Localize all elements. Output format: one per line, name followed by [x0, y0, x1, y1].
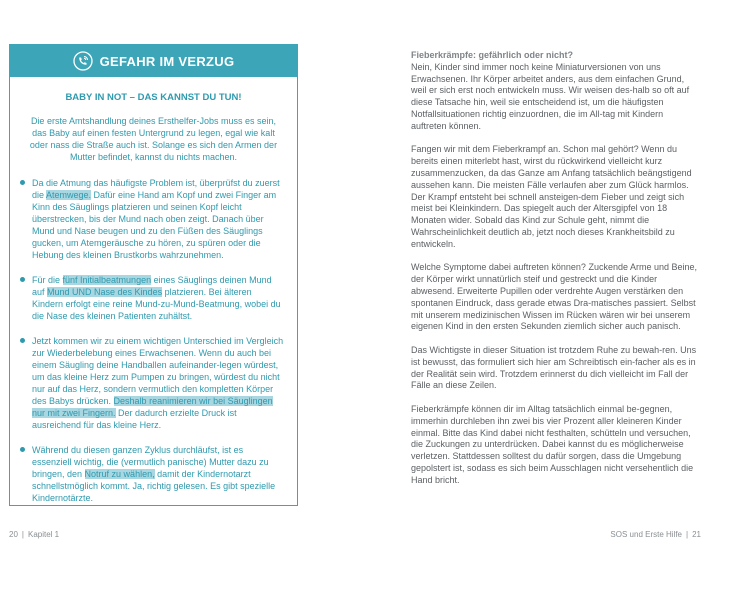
page-number: 21: [692, 530, 701, 539]
bullet-icon: [20, 447, 25, 452]
item-text: damit der Kindernotarzt schnellstmöglich kommt. Ja, richtig gelesen. Es gibt spezielle Kindernotärzte.: [32, 469, 276, 503]
item-text: Da die Atmung das häufigste Problem ist, überprüfst du zuerst die: [32, 178, 280, 200]
box-intro: Die erste Amtshandlung deines Ersthelfer-Jobs muss es sein, das Baby auf einen festen Untergrund zu legen, egal wie kalt oder nass die Straße auch ist. Solange es sich den Armen der Mutter befindet, kannst du nichts machen.: [29, 116, 278, 162]
paragraph: Das Wichtigste in dieser Situation ist trotzdem Ruhe zu bewah-ren. Uns ist bewusst, das formuliert sich hier am Schreibtisch ein-facher als es in der Realität sein wird. Trotzdem erinnerst du dich vielleicht im Fall der Fälle an diese Zeilen.: [411, 344, 697, 391]
footer-separator: |: [21, 530, 24, 539]
item-text: Für die: [32, 275, 63, 285]
box-header: [10, 45, 297, 77]
footer-left: [9, 530, 59, 539]
paragraph: Welche Symptome dabei auftreten können? Zuckende Arme und Beine, der Körper wirkt unnatürlich steif und gestreckt und die Kinder abwesend. Erweiterte Pupillen oder verdrehte Augen verstärken den spontanen Eindruck, dass gerade etwas Dra-matisches passiert. Selbst mit unserem medizinischen Wissen im Rücken wären wir bei unserem eigenen Kind in den ersten Sekunden ziemlich sicher auch panisch.: [411, 262, 698, 332]
item-text: platzieren. Bei älteren Kindern erfolgt eine reine Mund-zu-Mund-Beatmung, wobei du die Nase des kleinen Patienten zuhältst.: [32, 287, 281, 321]
highlight: Deshalb reanimieren wir bei Säuglingen nur mit zwei Fingern.: [32, 396, 273, 418]
paragraph: Nein, Kinder sind immer noch keine Miniaturversionen von uns Erwachsenen. Ihr Körper arbeitet anders, aus dem einfachen Grund, weil er sich erst noch entwickeln muss. Wir weisen des-halb so oft auf diese Tatsache hin, weil sie entscheidend ist, um die häufigsten Notfallsituationen richtig einzuordnen, die im All-tag mit Kindern auftreten können.: [411, 61, 690, 131]
footer-right: [610, 530, 701, 539]
bullet-icon: [20, 338, 25, 343]
highlight: Atemwege.: [46, 190, 92, 200]
section-heading: Fieberkrämpfe: gefährlich oder nicht?: [411, 50, 574, 60]
item-text: Der dadurch erzielte Druck ist ausreichend für das kleine Herz.: [32, 408, 237, 430]
item-text: Jetzt kommen wir zu einem wichtigen Unterschied im Vergleich zur Wiederbelebung eines Erwachsenen. Wenn du auch bei einem Säugling deine Handballen aufeinander-legen würdest, um das kleine Herz zum Pumpen zu bringen, würdest du nicht nur auf das Herz, sondern vermutlich den kompletten Körper des Babys drücken.: [32, 336, 284, 406]
footer-separator: |: [686, 530, 689, 539]
paragraph: Fangen wir mit dem Fieberkrampf an. Schon mal gehört? Wenn du bereits einen miterlebt hast, wirst du rückwirkend vielleicht kurz zusammenzucken, da das Ganze am Anfang tatsächlich beängstigend aussehen kann. Die meisten Fälle verlaufen aber zum Glück harmlos. Der Krampf entsteht bei schnell ansteigen-dem Fieber und zeigt sich meist bei Kleinkindern. Das spiegelt auch der Altersgipfel von 18 Monaten wider. Sobald das Kind zur Schule geht, nimmt die Wahrscheinlichkeit deutlich ab, jetzt noch dieses Krankheitsbild zu entwickeln.: [411, 144, 692, 249]
page-number: 20: [9, 530, 18, 539]
info-box: [9, 44, 298, 506]
list-item: [20, 444, 285, 504]
bullet-icon: [20, 277, 25, 282]
list-item: [20, 335, 285, 431]
chapter-label: Kapitel 1: [27, 530, 60, 539]
list-item: [20, 177, 285, 261]
item-text: Während du diesen ganzen Zyklus durchläufst, ist es essenziell wichtig, die (vermutlich panische) Mutter dazu zu bringen, den: [32, 445, 269, 479]
highlight: Notruf zu wählen,: [84, 469, 155, 479]
text-column: [411, 50, 701, 498]
highlight: Mund UND Nase des Kindes: [47, 287, 163, 297]
bullet-icon: [20, 180, 25, 185]
list-item: [20, 274, 285, 322]
item-text: eines Säuglings deinen Mund auf: [32, 275, 272, 297]
chapter-label: SOS und Erste Hilfe: [610, 530, 683, 539]
right-page: [377, 0, 754, 603]
box-list: [20, 177, 285, 504]
box-title: GEFAHR IM VERZUG: [99, 53, 235, 69]
phone-icon: [73, 51, 93, 71]
highlight: fünf Initialbeatmungen: [62, 275, 152, 285]
item-text: Dafür eine Hand am Kopf und zwei Finger am Kinn des Säuglings platzieren und seinen Kopf leicht überstrecken, bis der Mund nach oben zeigt. Danach über Mund und Nase beugen und zu den Füßen des Säuglings gucken, um Atemgeräusche zu hören, zu spüren oder die Hebung des kleinen Brustkorbs wahrzunehmen.: [32, 190, 277, 260]
paragraph: Fieberkrämpfe können dir im Alltag tatsächlich einmal be-gegnen, immerhin durchleben ihn zwei bis vier Prozent aller kleineren Kinder einmal. Bitte das Kind dabei nicht festhalten, schütteln und versuchen, die Zuckungen zu unterdrücken. Dabei kannst du es möglicherweise verletzen. Stattdessen solltest du dafür sorgen, dass die Umgebung gepolstert ist, sodass es sich beim Ausschlagen nicht versehentlich die Hand bricht.: [411, 403, 694, 485]
box-subtitle: BABY IN NOT – DAS KANNST DU TUN!: [65, 92, 242, 103]
